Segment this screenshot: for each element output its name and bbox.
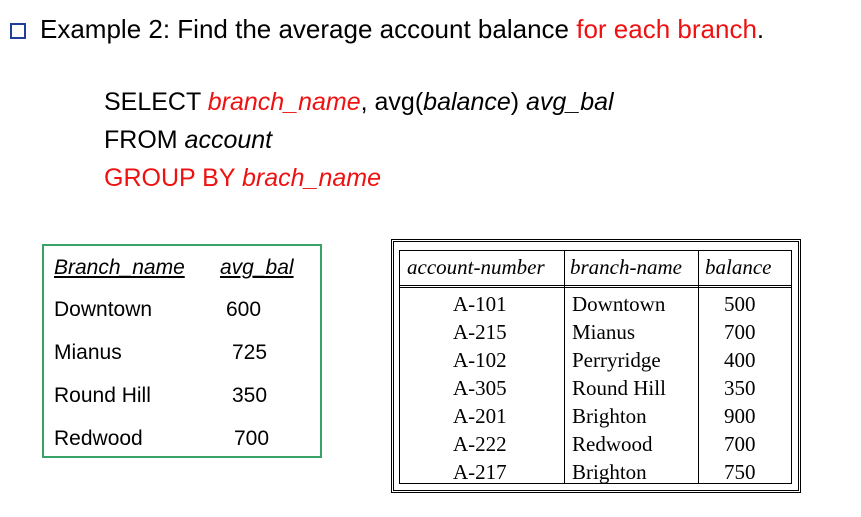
sql-avg-close: )	[510, 88, 527, 116]
sql-from-line	[104, 126, 272, 155]
account-cell: Brighton	[572, 404, 647, 428]
result-cell: Redwood	[54, 427, 143, 450]
result-cell: Mianus	[54, 341, 122, 364]
account-cell: A-305	[453, 376, 507, 400]
result-header-branch: Branch_name	[54, 256, 185, 279]
column-divider	[698, 251, 699, 483]
slide-heading	[10, 14, 764, 45]
account-cell: Brighton	[572, 460, 647, 484]
result-cell: 725	[232, 341, 268, 364]
account-cell: A-215	[453, 320, 507, 344]
account-table	[391, 239, 801, 493]
sql-table-name: account	[184, 126, 273, 154]
account-cell: 400	[724, 348, 756, 372]
sql-avg-argument: balance	[423, 88, 511, 116]
account-cell: Round Hill	[572, 376, 666, 400]
account-cell: A-102	[453, 348, 507, 372]
account-cell: Perryridge	[572, 348, 661, 372]
account-cell: Redwood	[572, 432, 653, 456]
result-header-avg: avg_bal	[220, 256, 294, 279]
sql-select-line	[104, 88, 614, 117]
heading-highlight: for each branch	[576, 14, 757, 44]
account-cell: 900	[724, 404, 756, 428]
account-header-balance: balance	[705, 255, 772, 279]
account-cell: A-222	[453, 432, 507, 456]
sql-keyword-from: FROM	[104, 126, 185, 154]
header-divider	[400, 285, 791, 288]
sql-groupby-column: brach_name	[242, 164, 381, 192]
account-cell: 700	[724, 320, 756, 344]
account-cell: 350	[724, 376, 756, 400]
account-cell: 500	[724, 292, 756, 316]
column-divider	[564, 251, 565, 483]
result-cell: Round Hill	[54, 384, 151, 407]
account-cell: A-201	[453, 404, 507, 428]
checkbox-bullet-icon	[10, 23, 26, 39]
result-cell: 350	[232, 384, 268, 407]
sql-alias: avg_bal	[526, 88, 614, 116]
result-cell: Downtown	[54, 298, 153, 321]
result-cell: 700	[234, 427, 270, 450]
account-cell: 700	[724, 432, 756, 456]
account-cell: A-101	[453, 292, 507, 316]
sql-groupby-line	[104, 164, 381, 193]
sql-column-branch-name: branch_name	[207, 88, 361, 116]
result-cell: 600	[226, 298, 262, 321]
sql-keyword-select: SELECT	[104, 88, 208, 116]
account-cell: Downtown	[572, 292, 666, 316]
account-header-number: account-number	[407, 255, 545, 279]
account-cell: Mianus	[572, 320, 635, 344]
account-cell: A-217	[453, 460, 507, 484]
sql-keyword-groupby: GROUP BY	[104, 164, 243, 192]
account-table-frame	[399, 250, 792, 484]
heading-prefix: Example 2: Find the average account balance	[40, 14, 577, 44]
sql-avg-open: , avg(	[360, 88, 424, 116]
result-table	[42, 244, 322, 458]
account-cell: 750	[724, 460, 756, 484]
heading-suffix: .	[756, 14, 765, 44]
account-header-branch: branch-name	[570, 255, 682, 279]
